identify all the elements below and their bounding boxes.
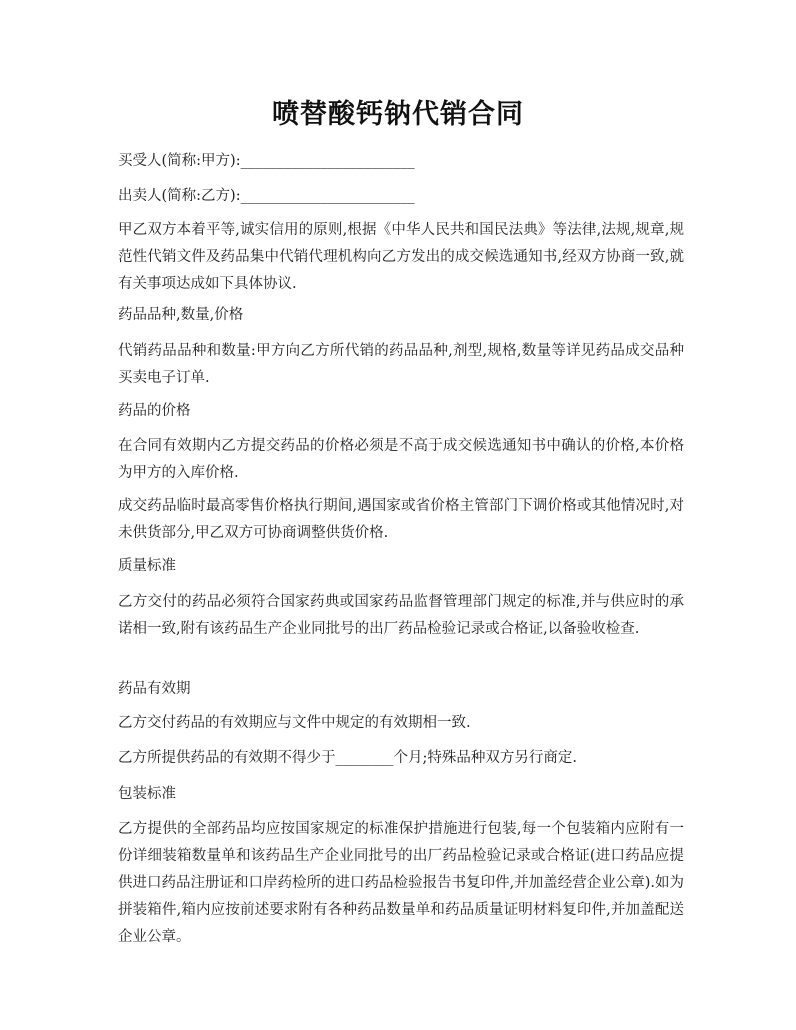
section-heading-packaging: 包装标准: [118, 786, 176, 802]
document-title: 喷替酸钙钠代销合同: [272, 99, 524, 130]
packaging-paragraph: 乙方提供的全部药品均应按国家规定的标准保护措施进行包装,每一个包装箱内应附有一份详细装箱数量单和该药品生产企业同批号的出厂药品检验记录或合格证(进口药品应提供进口药品注册证和口岸药检所的进口药品检验报告书复印件,并加盖经营企业公章).如为拼装箱件,箱内应按前述要求附有各种药品数量单和药品质量证明材料复印件,并加盖配送企业公章。: [118, 821, 684, 945]
validity-paragraph-1: 乙方交付药品的有效期应与文件中规定的有效期相一致.: [118, 715, 471, 731]
section-heading-validity: 药品有效期: [118, 681, 191, 697]
price-paragraph-2: 成交药品临时最高零售价格执行期间,遇国家或省价格主管部门下调价格或其他情况时,对未供货部分,甲乙双方可协商调整供货价格.: [118, 498, 684, 541]
variety-paragraph: 代销药品品种和数量:甲方向乙方所代销的药品品种,剂型,规格,数量等详见药品成交品种买卖电子订单.: [118, 343, 684, 386]
section-heading-price: 药品的价格: [118, 403, 191, 419]
buyer-line: 买受人(简称:甲方):________________________: [118, 153, 415, 169]
quality-paragraph: 乙方交付的药品必须符合国家药典或国家药品监督管理部门规定的标准,并与供应时的承诺相一致,附有该药品生产企业同批号的出厂药品检验记录或合格证,以备验收检查.: [118, 594, 684, 637]
intro-paragraph: 甲乙双方本着平等,诚实信用的原则,根据《中华人民共和国民法典》等法律,法规,规章,规范性代销文件及药品集中代销代理机构向乙方发出的成交候选通知书,经双方协商一致,就有关事项达成如下具体协议.: [118, 222, 684, 292]
validity-paragraph-2: 乙方所提供药品的有效期不得少于________个月;特殊品种双方另行商定.: [118, 750, 577, 766]
seller-line: 出卖人(简称:乙方):________________________: [118, 188, 415, 204]
price-paragraph-1: 在合同有效期内乙方提交药品的价格必须是不高于成交候选通知书中确认的价格,本价格为甲方的入库价格.: [118, 438, 684, 481]
section-heading-variety: 药品品种,数量,价格: [118, 307, 244, 323]
section-heading-quality: 质量标准: [118, 558, 176, 574]
